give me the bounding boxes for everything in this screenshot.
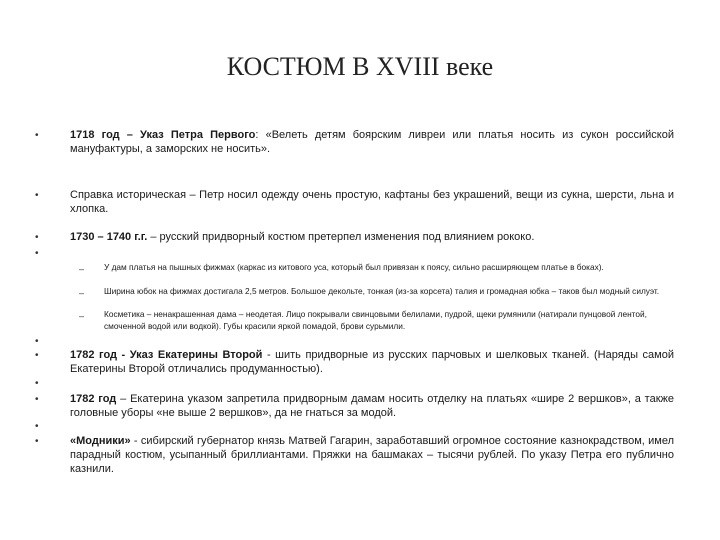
item-heading: 1730 – 1740 г.г. <box>70 231 148 243</box>
item-text: – русский придворный костюм претерпел изменения под влиянием рококо. <box>147 231 535 243</box>
list-item <box>70 128 674 156</box>
sub-list-item: Ширина юбок на фижмах достигала 2,5 метров. Большое декольте, тонкая (из-за корсета) талия и громадная юбка – таков был модный силуэт. <box>104 286 660 296</box>
bullet-marker: • <box>35 232 39 243</box>
bullet-marker: • <box>35 394 39 405</box>
list-item <box>70 348 674 376</box>
item-text: : «Велеть детям боярским ливреи или платья носить из сукон российской мануфактуры, а заморских не носить». <box>70 129 674 155</box>
bullet-marker: • <box>35 436 39 447</box>
sub-dash-marker: – <box>79 264 85 274</box>
bullet-marker: • <box>35 378 39 389</box>
sub-list-item: У дам платья на пышных фижмах (каркас из китового уса, который был привязан к поясу, сильно расширяющем платье в боках). <box>104 262 604 272</box>
sub-dash-marker: – <box>79 288 85 298</box>
slide-title: КОСТЮМ В XVIII веке <box>226 52 494 81</box>
bullet-marker: • <box>35 336 39 347</box>
list-item <box>70 230 674 244</box>
item-heading: «Модники» <box>70 435 131 447</box>
item-text: - шить придворные из русских парчовых и шелковых тканей. (Наряды самой Екатерины Второй отличались продуманностью). <box>70 349 674 375</box>
item-text: - сибирский губернатор князь Матвей Гагарин, заработавший огромное состояние казнокрадством, имел парадный костюм, усыпанный бриллиантами. Пряжки на башмаках – тысячи рублей. По указу Петра его публично казнили. <box>70 435 674 475</box>
sub-dash-marker: – <box>79 311 85 321</box>
bullet-marker: • <box>35 350 39 361</box>
bullet-marker: • <box>35 248 39 259</box>
list-item <box>70 392 674 420</box>
item-heading: 1718 год – Указ Петра Первого <box>70 129 256 141</box>
bullet-marker: • <box>35 421 39 432</box>
list-item <box>70 188 674 216</box>
bullet-marker: • <box>35 130 39 141</box>
item-heading: 1782 год - Указ Екатерины Второй <box>70 349 263 361</box>
item-heading: 1782 год <box>70 393 117 405</box>
bullet-marker: • <box>35 190 39 201</box>
item-text: – Екатерина указом запретила придворным дамам носить отделку на платьях «шире 2 вершков», а также головные уборы «не выше 2 вершков», да не гнаться за модой. <box>70 393 674 419</box>
sub-list-item: Косметика – ненакрашенная дама – неодетая. Лицо покрывали свинцовыми белилами, пудрой, щеки румянили (натирали пунцовой лентой, смоченной водой или водкой). Губы красили яркой помадой, брови сурьмили. <box>104 309 647 331</box>
list-item <box>70 434 674 476</box>
item-text: Справка историческая – Петр носил одежду очень простую, кафтаны без украшений, вещи из сукна, шерсти, льна и хлопка. <box>70 189 674 215</box>
